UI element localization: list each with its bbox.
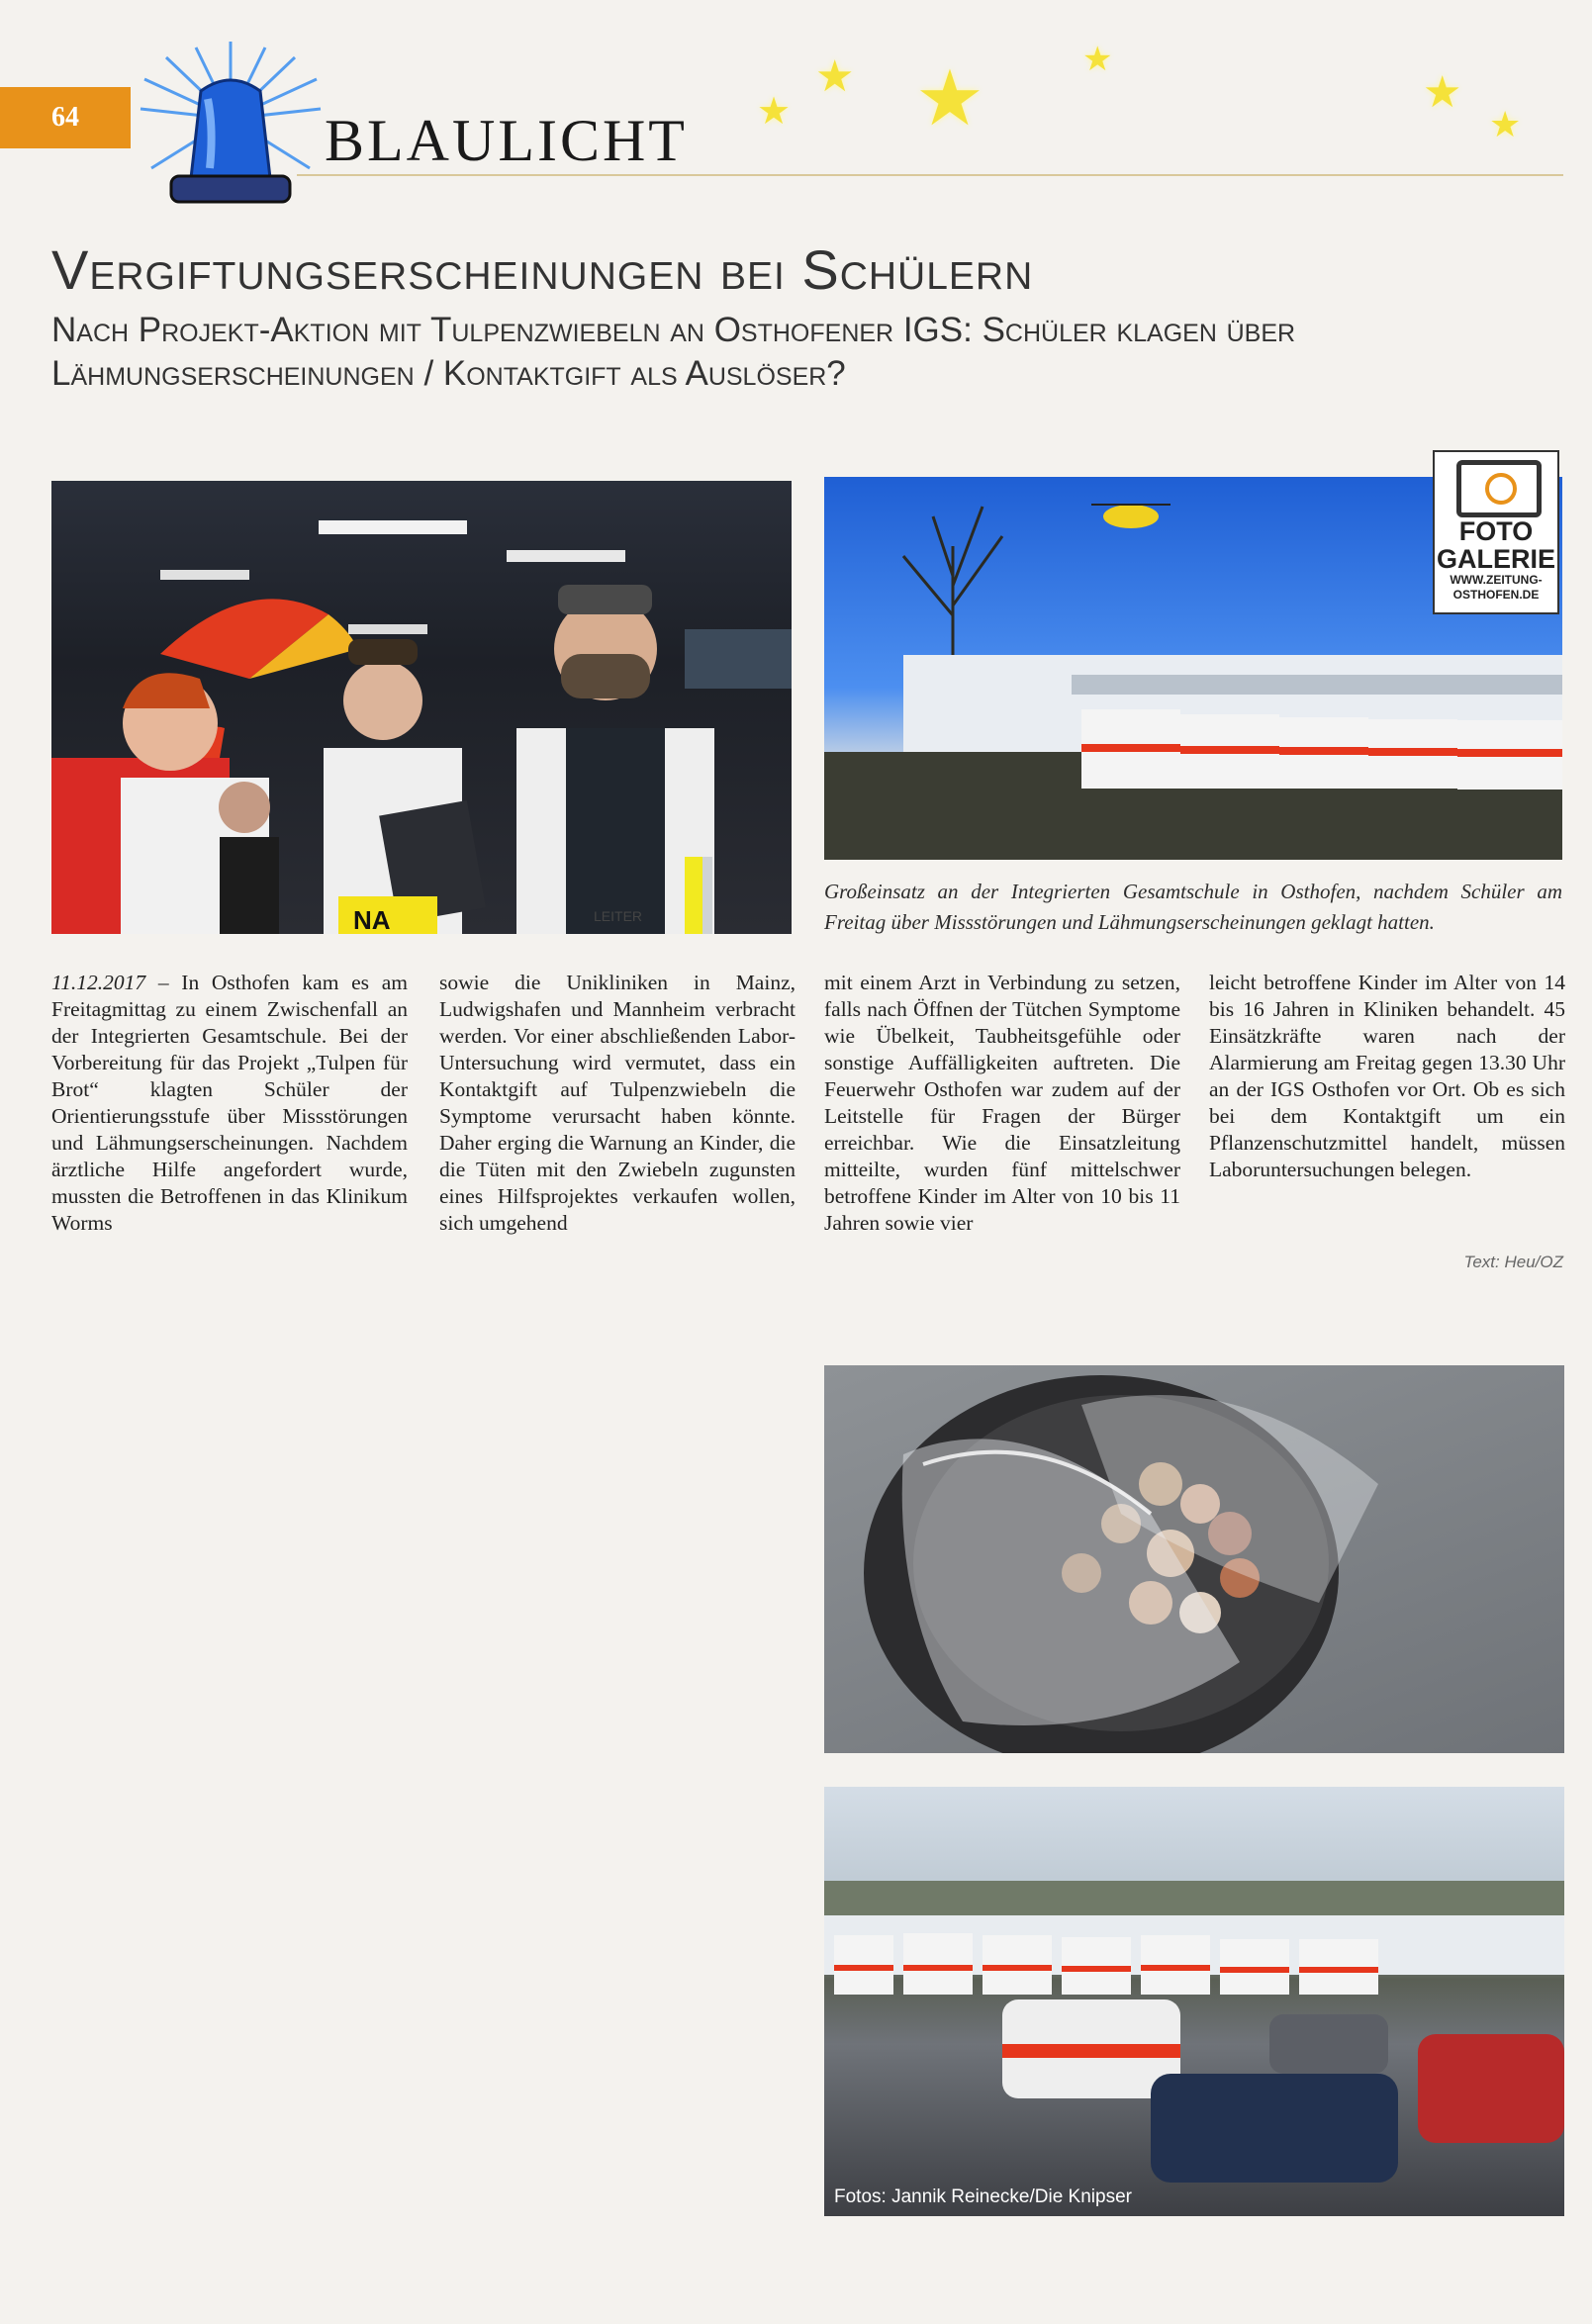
badge-title: FOTO GALERIE [1436, 516, 1555, 574]
photo-credit: Fotos: Jannik Reinecke/Die Knipser [834, 2186, 1132, 2207]
article-column-1-text: – In Osthofen kam es am Freitagmittag zu einem Zwischenfall an der Integrierten Gesamtschule. Bei der Vorbereitung für das Projekt „Tulpen für Brot“ klagten Schüler der Orientierungsstufe über Missstörungen und Lähmungserscheinungen. Nachdem ärztliche Hilfe angefordert wurde, mussten die Betroffenen in das Klinikum Worms [51, 971, 408, 1235]
photo-parking-lot [824, 1787, 1564, 2216]
foto-galerie-badge[interactable] [1433, 450, 1559, 614]
article-column-1 [51, 970, 408, 1237]
star-icon: ★ [915, 54, 984, 143]
blue-light-icon [137, 40, 325, 213]
photo-caption: Großeinsatz an der Integrierten Gesamtschule in Osthofen, nachdem Schüler am Freitag über Missstörungen und Lähmungserscheinungen geklagt hatten. [824, 880, 1562, 934]
text-credit: Text: Heu/OZ [1463, 1253, 1563, 1271]
photo-emergency-staff [51, 481, 792, 934]
star-icon: ★ [1423, 67, 1462, 118]
camera-lens-icon [1485, 473, 1517, 505]
section-title: BLAULICHT [325, 108, 688, 173]
photo-tulip-bulbs [824, 1365, 1564, 1753]
vest-text: NA [353, 905, 391, 934]
star-icon: ★ [1489, 105, 1522, 145]
page-number: 64 [0, 87, 131, 148]
article-column-2: sowie die Unikliniken in Mainz, Ludwigshafen und Mannheim verbracht werden. Vor einer abschließenden Labor-Untersuchung wird vermutet, dass ein Kontaktgift auf Tulpenzwiebeln die Symptome verursacht haben könnte. Daher erging die Warnung an Kinder, die die Tüten mit den Zwiebeln zugunsten eines Hilfsprojektes verkaufen wollen, sich umgehend [439, 971, 796, 1235]
article-subheadline: Nach Projekt-Aktion mit Tulpenzwiebeln an Osthofener IGS: Schüler klagen über Lähmungserscheinungen / Kontaktgift als Auslöser? [51, 311, 1296, 393]
camera-icon [1456, 460, 1542, 517]
star-icon: ★ [815, 51, 855, 102]
article-date: 11.12.2017 [51, 971, 146, 994]
vest-label: LEITER [594, 908, 643, 924]
article-column-3: mit einem Arzt in Verbindung zu setzen, falls nach Öffnen der Tütchen Symptome wie Übelkeit, Taubheitsgefühle oder sonstige Auffälligkeiten auftreten. Die Feuerwehr Osthofen war zudem auf der Leitstelle für Fragen der Bürger erreichbar. Wie die Einsatzleitung mitteilte, wurden fünf mittelschwer betroffene Kinder im Alter von 10 bis 11 Jahren sowie vier [824, 971, 1180, 1235]
article-column-4: leicht betroffene Kinder im Alter von 14 bis 16 Jahren in Kliniken behandelt. 45 Einsätzkräfte waren nach der Alarmierung am Freitag gegen 13.30 Uhr an der IGS Osthofen vor Ort. Ob es sich bei dem Kontaktgift um ein Pflanzenschutzmittel handelt, müssen Laboruntersuchungen belegen. [1209, 971, 1565, 1181]
header-divider [297, 174, 1563, 176]
badge-url[interactable]: WWW.ZEITUNG-OSTHOFEN.DE [1450, 573, 1543, 602]
star-icon: ★ [757, 89, 792, 133]
star-icon: ★ [1082, 40, 1113, 79]
article-headline: Vergiftungserscheinungen bei Schülern [51, 238, 1034, 301]
